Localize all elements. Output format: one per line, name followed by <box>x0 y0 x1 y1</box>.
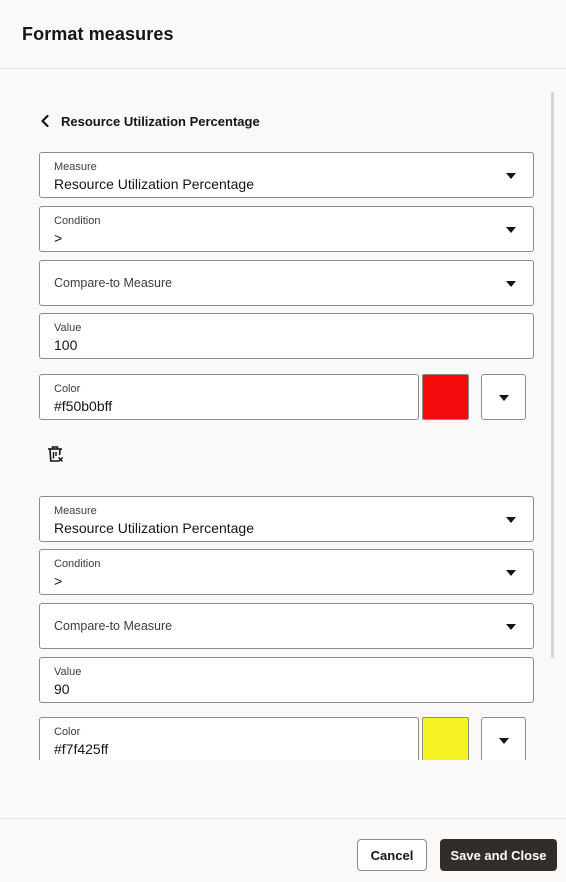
caret-down-icon <box>506 624 516 630</box>
field-value: Resource Utilization Percentage <box>54 176 254 192</box>
field-value: > <box>54 230 63 246</box>
field-label: Condition <box>54 558 101 570</box>
field-label: Value <box>54 322 82 334</box>
caret-down-icon <box>499 395 509 401</box>
color-picker-button[interactable] <box>481 374 526 420</box>
caret-down-icon <box>506 281 516 287</box>
field-label: Value <box>54 666 82 678</box>
cancel-button[interactable]: Cancel <box>357 839 427 871</box>
color-input[interactable] <box>39 374 419 420</box>
caret-down-icon <box>506 227 516 233</box>
field-value: > <box>54 573 63 589</box>
field-value: 90 <box>54 681 70 697</box>
field-placeholder: Compare-to Measure <box>54 276 173 290</box>
field-label: Condition <box>54 215 101 227</box>
field-label: Color <box>54 383 81 395</box>
condition-select[interactable] <box>39 549 534 595</box>
value-input[interactable] <box>39 313 534 359</box>
trash-icon[interactable] <box>45 444 65 464</box>
chevron-left-icon[interactable] <box>38 113 52 129</box>
field-value: #f50b0bff <box>54 398 113 414</box>
dialog-header <box>0 0 566 69</box>
field-value: 100 <box>54 337 78 353</box>
caret-down-icon <box>499 738 509 744</box>
measure-select[interactable] <box>39 152 534 198</box>
caret-down-icon <box>506 517 516 523</box>
field-value: Resource Utilization Percentage <box>54 520 254 536</box>
caret-down-icon <box>506 570 516 576</box>
scrollbar[interactable] <box>551 92 554 658</box>
dialog-title: Format measures <box>22 24 174 44</box>
field-label: Measure <box>54 161 97 173</box>
color-input[interactable] <box>39 717 419 760</box>
back-navigation[interactable] <box>38 112 260 130</box>
color-picker-button[interactable] <box>481 717 526 760</box>
field-value: #f7f425ff <box>54 741 109 757</box>
condition-select[interactable] <box>39 206 534 252</box>
color-swatch[interactable] <box>422 717 469 760</box>
field-label: Color <box>54 726 81 738</box>
color-swatch[interactable] <box>422 374 469 420</box>
compare-to-measure-select[interactable] <box>39 603 534 649</box>
field-label: Measure <box>54 505 97 517</box>
clipped-row <box>0 700 566 760</box>
caret-down-icon <box>506 173 516 179</box>
field-placeholder: Compare-to Measure <box>54 619 173 633</box>
dialog-footer <box>0 818 566 882</box>
value-input[interactable] <box>39 657 534 703</box>
back-label: Resource Utilization Percentage <box>61 113 260 129</box>
compare-to-measure-select[interactable] <box>39 260 534 306</box>
measure-select[interactable] <box>39 496 534 542</box>
save-and-close-button[interactable]: Save and Close <box>440 839 557 871</box>
